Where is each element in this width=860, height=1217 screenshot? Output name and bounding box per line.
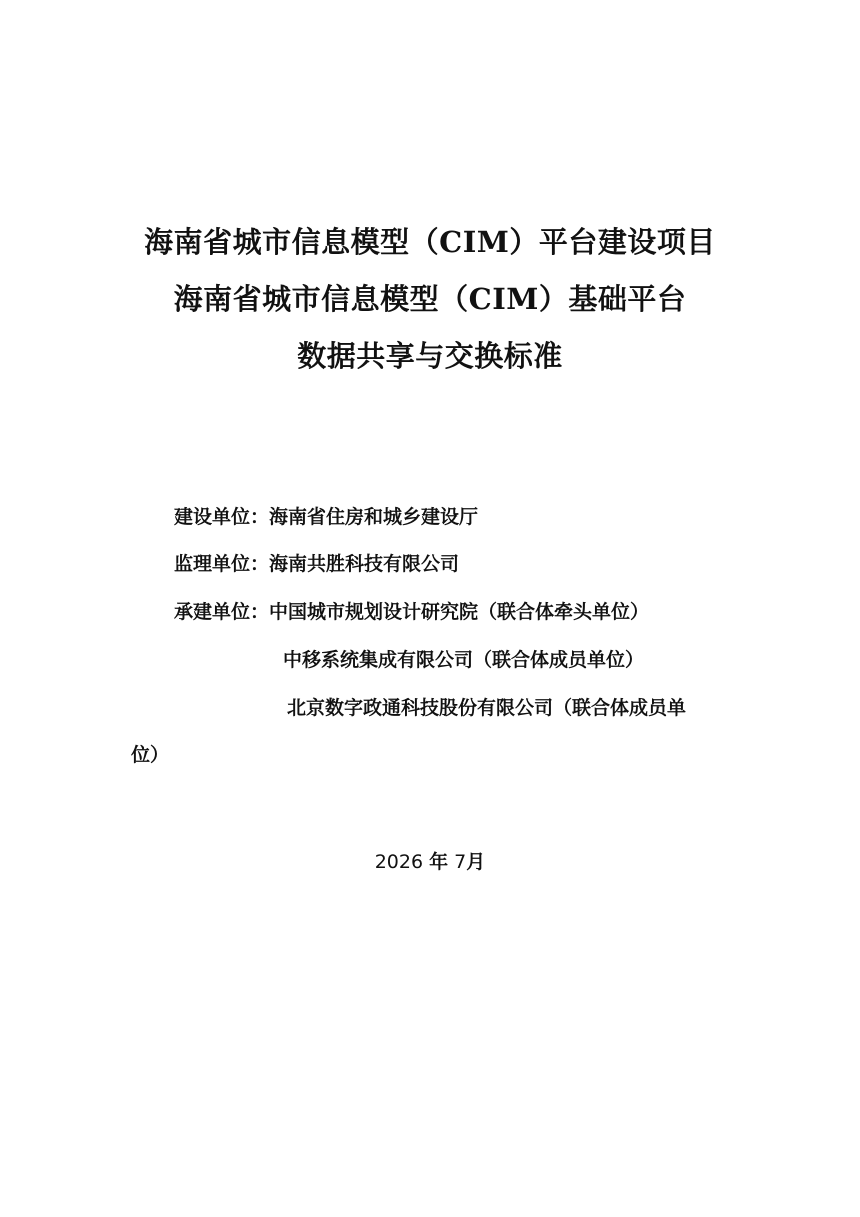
contractor-row-2	[283, 646, 644, 674]
supervision-unit-row	[174, 550, 459, 578]
contractor-row-3	[287, 694, 686, 722]
contractor-row	[174, 598, 649, 626]
document-date	[0, 848, 860, 876]
date-year: 2026	[374, 851, 424, 873]
construction-unit-value: 海南省住房和城乡建设厅	[269, 506, 479, 528]
contractor-value-2: 中移系统集成有限公司（联合体成员单位）	[283, 649, 645, 671]
contractor-value-3-continuation: 位）	[131, 744, 170, 766]
construction-unit-row	[174, 503, 478, 531]
date-year-unit: 年	[429, 851, 449, 873]
title-line-1: 海南省城市信息模型（CIM）平台建设项目	[144, 225, 716, 259]
contractor-value-1: 中国城市规划设计研究院（联合体牵头单位）	[269, 601, 650, 623]
title-line-2: 海南省城市信息模型（CIM）基础平台	[173, 282, 687, 316]
date-month-unit: 月	[466, 851, 486, 873]
document-title	[0, 214, 860, 385]
supervision-unit-value: 海南共胜科技有限公司	[269, 553, 460, 575]
contractor-row-3-wrap	[131, 741, 169, 769]
contractor-value-3: 北京数字政通科技股份有限公司（联合体成员单	[287, 697, 687, 719]
title-line-3: 数据共享与交换标准	[297, 339, 563, 373]
contractor-label: 承建单位：	[174, 601, 270, 623]
supervision-unit-label: 监理单位：	[174, 553, 270, 575]
construction-unit-label: 建设单位：	[174, 506, 270, 528]
date-month: 7	[454, 851, 467, 873]
